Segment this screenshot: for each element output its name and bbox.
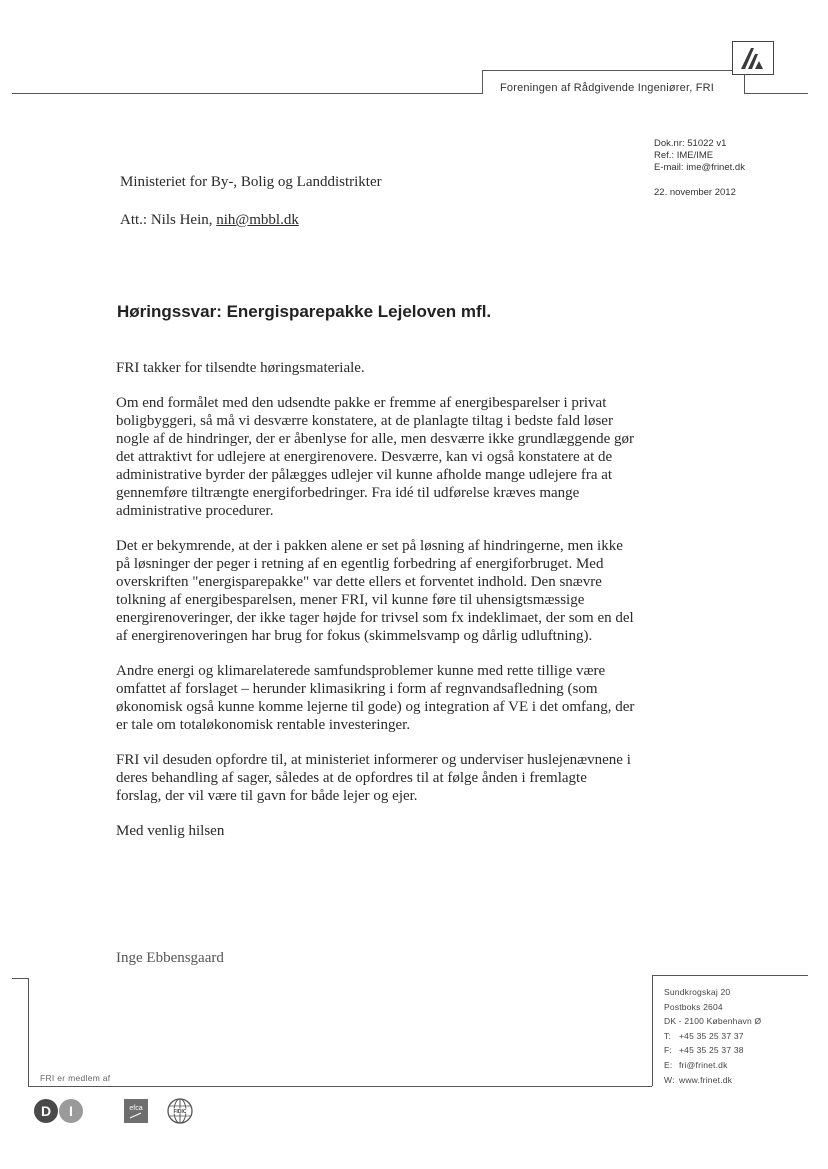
recipient-organization: Ministeriet for By-, Bolig og Landdistrikter xyxy=(120,174,382,190)
recipient-email-link[interactable]: nih@mbbl.dk xyxy=(216,212,299,228)
email-label: E: xyxy=(664,1059,673,1070)
fri-logo xyxy=(732,41,774,75)
fri-logo-icon xyxy=(737,45,769,71)
header-rule-right xyxy=(744,93,808,94)
signature-name: Inge Ebbensgaard xyxy=(116,950,224,966)
sender-email: E-mail: ime@frinet.dk xyxy=(654,162,745,173)
address-email xyxy=(664,1058,761,1073)
paragraph-4: Andre energi og klimarelaterede samfundsproblemer kunne med rette tillige være omfattet af forslaget – herunder klimasikring i form af regnvandsafledning (som økonomisk også kunne komme lejerne til gode) og integration af VE i det omfang, der er tale om totaløkonomisk rentable investeringer. xyxy=(116,663,635,733)
di-logo-i: I xyxy=(69,1103,73,1119)
footer-rule-right-vertical xyxy=(652,975,653,1086)
phone-label: T: xyxy=(664,1030,672,1041)
recipient-attention xyxy=(120,212,299,229)
fax-value: +45 35 25 37 38 xyxy=(679,1045,744,1056)
address-web xyxy=(664,1073,761,1088)
di-logo-d: D xyxy=(40,1103,52,1119)
header-rule-left xyxy=(12,93,482,94)
address-line-2: Postboks 2604 xyxy=(664,1001,723,1012)
efca-logo-icon xyxy=(124,1099,148,1123)
address-fax xyxy=(664,1043,761,1058)
di-logo xyxy=(33,1097,89,1125)
document-meta xyxy=(654,138,745,174)
address-phone xyxy=(664,1029,761,1044)
paragraph-1: FRI takker for tilsendte høringsmateriale. xyxy=(116,360,365,376)
letter-date: 22. november 2012 xyxy=(654,187,736,198)
header-rule-tick-left xyxy=(482,70,483,94)
footer-rule-right-top xyxy=(652,975,808,976)
fidic-logo-text: FIDIC xyxy=(173,1109,187,1115)
address-line-3: DK - 2100 København Ø xyxy=(664,1016,762,1027)
address-line-1: Sundkrogskaj 20 xyxy=(664,987,731,997)
footer-rule-left-vertical xyxy=(28,978,29,1086)
closing: Med venlig hilsen xyxy=(116,823,225,839)
header-rule-top xyxy=(482,70,744,71)
footer-rule-bottom xyxy=(28,1086,652,1087)
di-logo-icon xyxy=(33,1097,89,1125)
fidic-globe-icon xyxy=(166,1097,194,1125)
paragraph-5: FRI vil desuden opfordre til, at ministeriet informerer og underviser huslejenævnene i deres behandling af sager, således at de opfordres til at følge ånden i fremlagte forslag, der vil være til gavn for både lejer og ejer. xyxy=(116,752,631,804)
efca-logo-text: efca xyxy=(129,1105,143,1112)
org-name: Foreningen af Rådgivende Ingeniører, FRI xyxy=(500,82,715,94)
member-label: FRI er medlem af xyxy=(40,1073,111,1083)
letter-body xyxy=(116,359,636,840)
letter-subject: Høringssvar: Energisparepakke Lejeloven mfl. xyxy=(117,302,492,321)
paragraph-2: Om end formålet med den udsendte pakke er fremme af energibesparelser i privat boligbyggeri, så må vi desværre konstatere, at de planlagte tiltag i bedste fald løser nogle af de hindringer, der er åbenlyse for alle, men desværre ikke grundlæggende gør det attraktivt for udlejere at energirenovere. Desværre, kan vi også konstatere at de administrative byrder der pålægges udlejer vil kunne afholde mange udlejere fra at gennemføre tiltrængte energiforbedringer. Fra idé til udførelse kræves mange administrative procedurer. xyxy=(116,395,634,519)
fidic-logo xyxy=(166,1097,194,1125)
footer-rule-left xyxy=(12,978,28,979)
efca-logo xyxy=(124,1099,148,1123)
attention-prefix: Att.: Nils Hein, xyxy=(120,212,217,228)
phone-value: +45 35 25 37 37 xyxy=(679,1030,744,1041)
address-block xyxy=(664,985,761,1087)
email-value[interactable]: fri@frinet.dk xyxy=(679,1059,728,1070)
fax-label: F: xyxy=(664,1045,672,1056)
web-value[interactable]: www.frinet.dk xyxy=(679,1074,733,1085)
web-label: W: xyxy=(664,1074,675,1085)
reference: Ref.: IME/IME xyxy=(654,150,714,161)
paragraph-3: Det er bekymrende, at der i pakken alene er set på løsning af hindringerne, men ikke på løsninger der peger i retning af en egentlig forbedring af energiforbruget. Med overskriften "energisparepakke" var dette ellers et forventet indhold. Den snævre tolkning af energibesparelsen, mener FRI, vil kunne føre til uhensigtsmæssige energirenoveringer, der ikke tager højde for trivsel som fx indeklimaet, der som en del af energirenoveringen har brug for fokus (skimmelsvamp og dårlig udluftning). xyxy=(116,538,634,644)
doc-number: Dok.nr: 51022 v1 xyxy=(654,138,727,149)
